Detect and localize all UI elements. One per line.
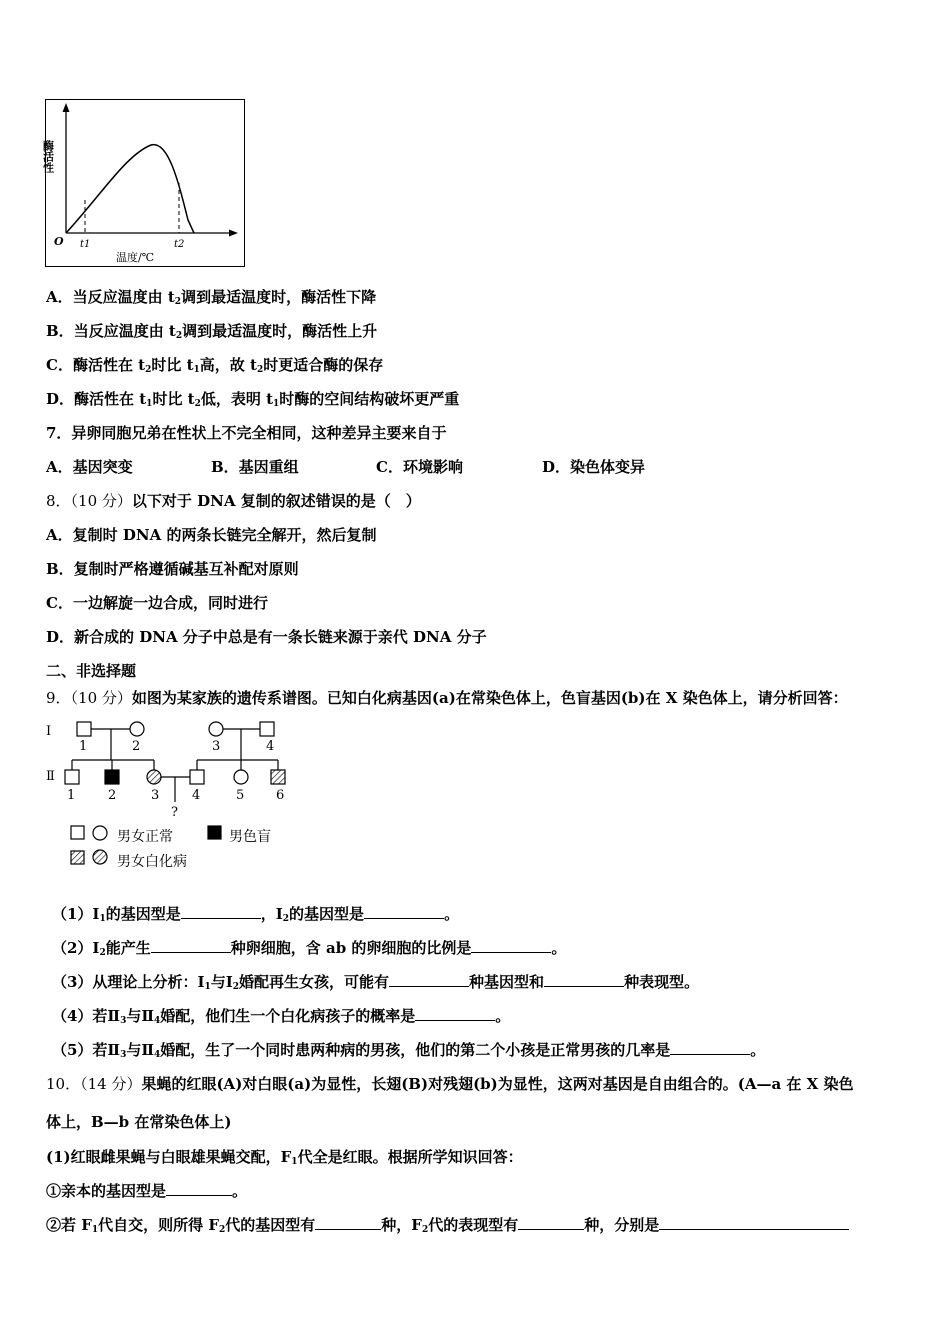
x-tick-t2: t2 xyxy=(174,239,185,250)
q9-part-2: $(2)Ⅰ_2$能产生 种卵细胞，含 ab 的卵细胞的比例是 。 xyxy=(52,939,567,958)
I4-number: 4 xyxy=(266,739,275,754)
series-line-enzyme-activity xyxy=(66,145,194,233)
q8-option-d: D．新合成的 DNA 分子中总是有一条长链来源于亲代 DNA 分子 xyxy=(46,628,487,646)
q10-stem-line-1: 10．（14 分）果蝇的红眼(A)对白眼(a)为显性，长翅(B)对残翅(b)为显性，这两对基因是自由组合的。(A—a 在 X 染色 xyxy=(46,1075,854,1093)
answer-blank[interactable] xyxy=(181,903,261,919)
legend-albino-label: 男女白化病 xyxy=(117,854,187,870)
y-axis-arrow xyxy=(63,103,70,112)
q7-option-c: C．环境影响 xyxy=(376,458,463,476)
answer-blank[interactable] xyxy=(471,937,551,953)
q7-option-b: B．基因重组 xyxy=(211,458,299,476)
answer-blank[interactable] xyxy=(151,937,231,953)
q10-part-3: ②若 $F_1$代自交，则所得 $F_2$代的基因型有 种，$F_2$代的表现型有 种，分别是 xyxy=(46,1214,849,1235)
q9-part-1: $(1)Ⅰ_1$的基因型是 ，$Ⅰ_2$的基因型是 。 xyxy=(52,905,460,924)
II5-number: 5 xyxy=(236,788,245,803)
section-heading: 二、非选择题 xyxy=(46,662,137,680)
q7-option-a: A．基因突变 xyxy=(46,458,133,476)
y-axis-label: 酶活性 xyxy=(41,140,55,173)
answer-blank[interactable] xyxy=(166,1180,232,1196)
II1-number: 1 xyxy=(67,788,76,803)
enzyme-activity-chart xyxy=(41,99,245,267)
x-axis-label: 温度/℃ xyxy=(116,251,155,264)
answer-blank[interactable] xyxy=(415,1005,495,1021)
q6-option-a: A．当反应温度由 $t_2$调到最适温度时，酶活性下降 xyxy=(46,288,377,307)
answer-blank[interactable] xyxy=(364,903,444,919)
II2-number: 2 xyxy=(108,788,117,803)
I3-female-normal xyxy=(209,722,223,736)
q7-option-d: D．染色体变异 xyxy=(542,458,646,476)
answer-blank[interactable] xyxy=(544,971,624,987)
x-tick-t1: t1 xyxy=(80,239,91,250)
legend-male-albino-icon xyxy=(71,851,84,864)
I1-male-normal xyxy=(77,722,91,736)
I1-number: 1 xyxy=(79,739,88,754)
generation-label-1: Ⅰ xyxy=(46,724,52,739)
legend-normal-label: 男女正常 xyxy=(117,829,173,845)
II5-female-normal xyxy=(234,770,248,784)
q6-option-c: C．酶活性在 $t_2$时比 $t_1$高，故 $t_2$时更适合酶的保存 xyxy=(46,356,384,375)
answer-blank[interactable] xyxy=(389,971,469,987)
q8-option-b: B．复制时严格遵循碱基互补配对原则 xyxy=(46,560,299,578)
q9-part-3: （3）从理论上分析：$Ⅰ_1$与$Ⅰ_2$婚配再生女孩，可能有 种基因型和 种表现型。 xyxy=(52,973,700,992)
legend-female-normal-icon xyxy=(93,826,107,840)
answer-blank[interactable] xyxy=(670,1039,750,1055)
x-axis-arrow xyxy=(229,230,238,237)
q10-stem-line-2: 体上，B—b 在常染色体上) xyxy=(46,1113,232,1131)
legend-female-albino-icon xyxy=(93,850,107,864)
chart-svg xyxy=(41,100,244,266)
II6-male-albino xyxy=(271,770,285,784)
I4-male-normal xyxy=(260,722,274,736)
q9-part-4: （4）若$Ⅱ_3$与$Ⅱ_4$婚配，他们生一个白化病孩子的概率是 。 xyxy=(52,1007,511,1026)
q6-option-b: B．当反应温度由 $t_2$调到最适温度时，酶活性上升 xyxy=(46,322,378,341)
I2-number: 2 xyxy=(132,739,141,754)
legend-colorblind-label: 男色盲 xyxy=(229,829,271,845)
II3-number: 3 xyxy=(151,788,160,803)
q10-part-1: (1)红眼雌果蝇与白眼雄果蝇交配，$F_1$代全是红眼。根据所学知识回答： xyxy=(46,1148,523,1167)
q9-part-5: （5）若$Ⅱ_3$与$Ⅱ_4$婚配，生了一个同时患两种病的男孩，他们的第二个小孩是正常男孩的几率是 。 xyxy=(52,1041,766,1060)
generation-label-2: Ⅱ xyxy=(46,769,55,784)
II4-number: 4 xyxy=(192,788,201,803)
q8-option-a: A．复制时 DNA 的两条长链完全解开，然后复制 xyxy=(46,526,377,544)
q6-option-d: D．酶活性在 $t_1$时比 $t_2$低，表明 $t_1$时酶的空间结构破坏更严重 xyxy=(46,390,460,409)
q8-stem: 8．（10 分）以下对于 DNA 复制的叙述错误的是（ ） xyxy=(46,492,421,510)
legend-male-normal-icon xyxy=(71,826,84,839)
II1-male-normal xyxy=(65,770,79,784)
II2-male-colorblind xyxy=(105,770,119,784)
II3-female-albino xyxy=(147,770,161,784)
unknown-child-mark: ? xyxy=(171,805,178,820)
origin-label: O xyxy=(54,235,64,248)
q10-part-2: ①亲本的基因型是 。 xyxy=(46,1182,248,1200)
answer-blank[interactable] xyxy=(518,1214,584,1230)
legend-male-colorblind-icon xyxy=(208,826,221,839)
q7-stem: 7．异卵同胞兄弟在性状上不完全相同，这种差异主要来自于 xyxy=(46,424,447,442)
answer-blank[interactable] xyxy=(659,1214,849,1230)
I3-number: 3 xyxy=(212,739,221,754)
answer-blank[interactable] xyxy=(315,1214,381,1230)
q8-option-c: C．一边解旋一边合成，同时进行 xyxy=(46,594,268,612)
I2-female-normal xyxy=(130,722,144,736)
II6-number: 6 xyxy=(276,788,285,803)
q9-stem: 9．（10 分）如图为某家族的遗传系谱图。已知白化病基因(a)在常染色体上，色盲基因(b)在 X 染色体上，请分析回答： xyxy=(46,689,848,707)
II4-male-normal xyxy=(190,770,204,784)
